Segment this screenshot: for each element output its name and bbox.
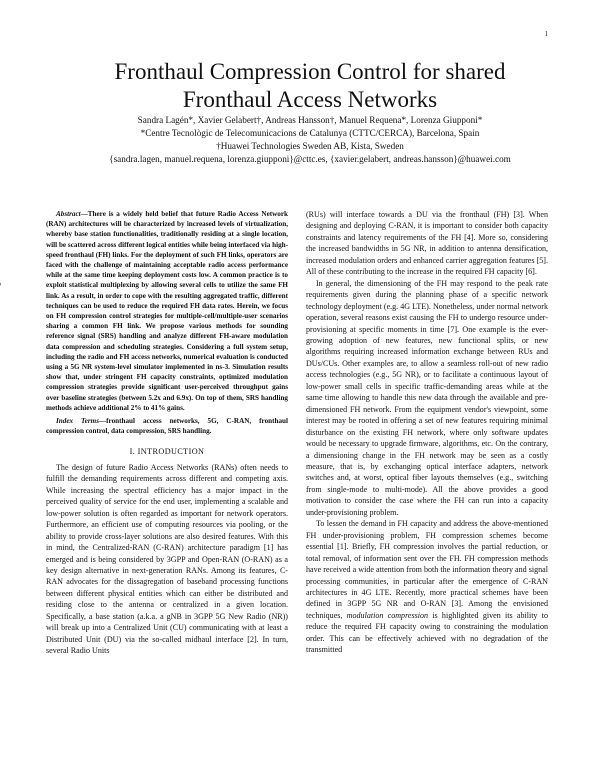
intro-paragraph-1-cont: (RUs) will interface towards a DU via the fronthaul (FH) [3]. When designing and deploying C-RAN, it is important to consider both capacity constraints and latency requirements of the FH [4]. More so, considering the increased bandwidths in 5G NR, in addition to antenna densification, increased modulation orders and enhanced carrier aggregation features [5]. All of these contributing to the increase in the required FH capacity [6]. xyxy=(306,210,548,277)
intro-paragraph-3-b: is highlighted given its ability to reduce the required FH capacity owing to constraining the modulation order. This can be effectively achieved with no degradation of the transmitted xyxy=(306,610,548,655)
index-terms-lead: Index Terms xyxy=(56,417,100,426)
intro-paragraph-2: In general, the dimensioning of the FH may respond to the peak rate requirements given during the planning phase of a specific network technology deployment (e.g. 4G LTE). Nonetheless, under normal network operation, several reasons exist causing the FH to undergo resource under-provisioning at specific moments in time [7]. One example is the ever-growing adoption of new features, new functional splits, or new algorithms requiring increased information exchange between RUs and DUs/CUs. Other examples are, to allow a seamless roll-out of new radio access technologies (e.g., 5G NR), or to facilitate a continuous layout of low-power small cells in specific traffic-demanding areas while at the same time allowing to handle this new data through the available and pre-dimensioned FH network. From the equipment vendor's viewpoint, some interest may be rooted in offering a set of new features requiring minimal disturbance on the existing FH network, where only software updates would be necessary to upgrade firmware, algorithms, etc. On the contrary, a dimensioning change in the FH network may be seen as a costly measure, that is, by exchanging optical interface adapters, network switches and, at worst, optical fiber layouts themselves (e.g., switching from single-mode to multi-mode). All the above provides a good motivation to consider the case where the FH can run into a capacity under-provisioning problem. xyxy=(306,278,548,517)
right-column xyxy=(306,209,548,656)
author-emails: {sandra.lagen, manuel.requena, lorenza.giupponi}@cttc.es, {xavier.gelabert, andreas.hansson}@huawei.com xyxy=(109,154,511,164)
left-column xyxy=(46,209,288,657)
intro-paragraph-3-a: To lessen the demand in FH capacity and address the above-mentioned FH under-provisioning problem, FH compression schemes become essential [1]. Briefly, FH compression involves the partial reduction, or total removal, of information sent over the FH. FH compression methods have received a wide attention from both the information theory and signal processing communities, in particular after the emergence of C-RAN architectures in 4G LTE. Recently, more practical schemes have been defined in 3GPP 5G NR and O-RAN [3]. Among the envisioned techniques, xyxy=(306,519,548,620)
index-terms xyxy=(46,416,288,436)
intro-paragraph-3 xyxy=(306,518,548,655)
arxiv-stamp xyxy=(5,196,35,576)
affiliation-cttc: *Centre Tecnològic de Telecomunicacions de Catalunya (CTTC/CERCA), Barcelona, Spain xyxy=(140,128,480,138)
abstract-body: —There is a widely held belief that future Radio Access Network (RAN) architectures will be characterized by increased levels of virtualization, whereby base station functionalities, traditionally residing at a single location, will be scattered across different logical entities while being interfaced via high-speed fronthaul (FH) links. For the deployment of such FH links, operators are faced with the challenge of maintaining acceptable radio access performance while at the same time keeping deployment costs low. A common practice is to exploit statistical multiplexing by allowing several cells to utilize the same FH link. As a result, in order to cope with the resulting aggregated traffic, different techniques can be used to reduce the required FH data rates. Herein, we focus on FH compression control strategies for multiple-cell/multiple-user scenarios sharing a common FH link. We propose various methods for sounding reference signal (SRS) handling and analyze different FH-aware modulation data compression and scheduling strategies. Considering a full system setup, including the radio and FH access networks, numerical evaluation is conducted using a 5G NR system-level simulator implemented in ns-3. Simulation results show that, under stringent FH capacity constraints, optimized modulation compression strategies provide significant user-perceived throughput gains over baseline strategies (between 5.2x and 6.9x). On top of them, SRS handling methods achieve additional 2% to 41% gains. xyxy=(46,210,288,412)
author-block xyxy=(40,114,580,166)
arxiv-stamp-text xyxy=(0,238,1,534)
title-line-2: Fronthaul Access Networks xyxy=(182,87,438,112)
author-list: Sandra Lagén*, Xavier Gelabert†, Andreas Hansson†, Manuel Requena*, Lorenza Giupponi* xyxy=(137,115,483,125)
paper-title xyxy=(60,58,560,114)
intro-paragraph-3-em: modulation compression xyxy=(346,610,429,620)
abstract-lead: Abstract xyxy=(56,210,81,218)
abstract xyxy=(46,209,288,413)
title-line-1: Fronthaul Compression Control for shared xyxy=(114,59,506,84)
section-heading-introduction: I. INTRODUCTION xyxy=(129,447,205,457)
affiliation-huawei: †Huawei Technologies Sweden AB, Kista, Sweden xyxy=(216,141,404,151)
index-terms-body: —fronthaul access networks, 5G, C-RAN, fronthaul compression control, data compression, SRS handling. xyxy=(46,417,288,436)
page-number: 1 xyxy=(544,30,548,38)
intro-paragraph-1: The design of future Radio Access Networks (RANs) often needs to fulfill the demanding requirements across different and competing axis. While increasing the spectral efficiency has a major impact in the perceived quality of service for the end user, implementing a scalable and low-power solution is often regarded as important for network operators. Furthermore, an efficient use of computing resources via pooling, or the ability to provide cross-layer solutions are also desired features. With this in mind, the Centralized-RAN (C-RAN) architecture paradigm [1] has emerged and is being considered by 3GPP and Open-RAN (O-RAN) as a key design alternative in next-generation RANs. Among its features, C-RAN advocates for the dissagregation of baseband processing functions between different physical entities which can either be distributed and residing close to the antenna or centralized in a given location. Specifically, a base station (a.k.a. a gNB in 3GPP 5G New Radio (NR)) will break up into a Centralized Unit (CU) communicating with at least a Distributed Unit (DU) via the so-called midhaul interface [2]. In turn, several Radio Units xyxy=(46,462,288,656)
